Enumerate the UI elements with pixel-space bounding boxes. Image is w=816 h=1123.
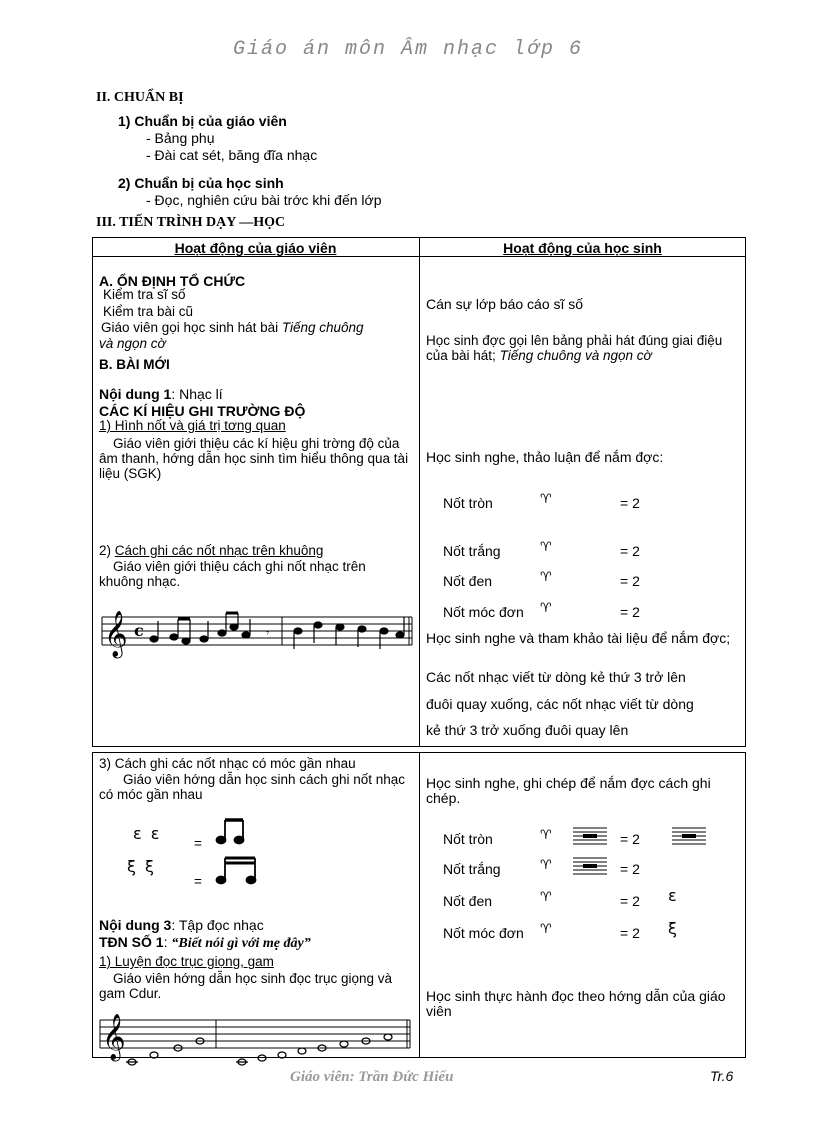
content-1-heading: CÁC KÍ HIỆU GHI TRƯỜNG ĐỘ (99, 403, 306, 419)
tdn-title: TĐN SỐ 1: “Biết nói gì với mẹ đây” (99, 934, 311, 951)
section-3-title: III. TIẾN TRÌNH DẠY —HỌC (96, 215, 286, 230)
music-staff-1 (100, 609, 414, 659)
text-hs-doc: Học sinh đợc gọi lên bảng phải hát đúng giai điệu của bài hát; Tiếng chuông và ngọn cờ (426, 333, 723, 363)
column-header-teacher: Hoạt động của giáo viên (174, 240, 337, 256)
point-2-title: 2) Cách ghi các nốt nhạc trên khuông (99, 543, 324, 558)
note-symbol-icon: ♈ (540, 570, 552, 585)
column-header-student: Hoạt động của học sinh (503, 240, 662, 256)
sixteenth-note-symbol: ξ (668, 919, 677, 938)
note-name: Nốt móc đơn (443, 604, 524, 620)
treble-clef-icon: 𝄞 (102, 1014, 126, 1060)
note-value: = 2 (620, 495, 640, 511)
note-symbol-icon: ♈ (540, 540, 552, 555)
note-value: = 2 (620, 573, 640, 589)
text-song-name-cont: và ngọn cờ (99, 336, 166, 351)
footer-author: Giáo viên: Trần Đức Hiếu (290, 1069, 454, 1085)
point-1-title: 1) Hình nốt và giá trị tơng quan (99, 418, 286, 433)
note-value: = 2 (620, 893, 640, 909)
staff-lines-icon (573, 856, 607, 876)
staff-lines-icon (573, 826, 607, 846)
note-name: Nốt trắng (443, 861, 501, 877)
note-symbol-icon: ♈ (540, 890, 552, 905)
beamed-sixteenth-notes-icon (215, 855, 261, 885)
note-symbol-icon: ♈ (540, 858, 552, 873)
text-hs-ghi: Học sinh nghe, ghi chép để nắm đợc cách ghi chép. (426, 775, 711, 806)
music-staff-2 (98, 1010, 416, 1072)
hs-prep-title: 2) Chuẩn bị của học sinh (118, 175, 284, 191)
column-divider (419, 752, 420, 1058)
text-rule-line: Các nốt nhạc viết từ dòng kẻ thứ 3 trở lên (426, 669, 686, 685)
note-name: Nốt móc đơn (443, 925, 524, 941)
gv-prep-title: 1) Chuẩn bị của giáo viên (118, 113, 287, 129)
equals-sign: = (194, 836, 202, 851)
point-2-desc: Giáo viên giới thiệu cách ghi nốt nhạc trên khuông nhạc. (99, 559, 366, 589)
point-3-title: 3) Cách ghi các nốt nhạc có móc gần nhau (99, 756, 356, 771)
eighth-notes-symbol: ε ε (133, 824, 162, 843)
note-value: = 2 (620, 831, 640, 847)
section-a-title: A. ỔN ĐỊNH TỔ CHỨC (99, 273, 246, 289)
point-3-desc: Giáo viên hớng dẫn học sinh cách ghi nốt nhạc có móc gần nhau (99, 772, 406, 802)
text-rule-line: kẻ thứ 3 trở xuống đuôi quay lên (426, 722, 629, 738)
content-3-label: Nội dung 3: Tập đọc nhạc (99, 917, 264, 933)
equals-sign: = (194, 874, 202, 889)
practice-desc: Giáo viên hớng dẫn học sinh đọc trục giọng và gam Cdur. (99, 971, 393, 1001)
note-symbol-icon: ♈ (540, 828, 552, 843)
point-1-desc: Giáo viên giới thiệu các kí hiệu ghi trờng độ của âm thanh, hớng dẫn học sinh tìm hiểu thông qua tài liệu (SGK) (99, 436, 409, 481)
section-b-title: B. BÀI MỚI (99, 357, 170, 372)
treble-clef-icon: 𝄞 (104, 611, 128, 657)
rest-icon: 𝄾 (266, 626, 270, 640)
text-kiem-bai-cu: Kiểm tra bài cũ (103, 304, 194, 319)
note-name: Nốt đen (443, 573, 493, 589)
common-time-icon: c (134, 621, 144, 640)
sixteenth-notes-symbol: ξ ξ (127, 857, 156, 876)
staff-lines-icon (672, 826, 706, 846)
note-symbol-icon: ♈ (540, 601, 552, 616)
eighth-note-symbol: ε (668, 886, 677, 905)
gv-prep-item: - Bảng phụ (146, 130, 215, 146)
note-value: = 2 (620, 604, 640, 620)
note-name: Nốt tròn (443, 495, 493, 511)
hs-prep-item: - Đọc, nghiên cứu bài trớc khi đến lớp (146, 192, 382, 208)
note-symbol-icon: ♈ (540, 922, 552, 937)
text-gv-goi: Giáo viên gọi học sinh hát bài Tiếng chuông (101, 320, 364, 335)
practice-title: 1) Luyện đọc trục giọng, gam (99, 954, 274, 969)
note-name: Nốt đen (443, 893, 493, 909)
note-value: = 2 (620, 861, 640, 877)
text-hs-nghe: Học sinh nghe, thảo luận để nắm đợc: (426, 449, 664, 465)
scale-notes (126, 1034, 392, 1065)
header-divider (92, 256, 746, 257)
text-tham-khao: Học sinh nghe và tham khảo tài liệu để nắm đợc; (426, 630, 731, 646)
text-kiem-si-so: Kiểm tra sĩ số (103, 287, 186, 302)
column-divider (419, 237, 420, 747)
note-symbol-icon: ♈ (540, 492, 552, 507)
note-value: = 2 (620, 543, 640, 559)
content-1-label: Nội dung 1: Nhạc lí (99, 386, 223, 402)
footer-page-number: Tr.6 (710, 1068, 734, 1084)
note-value: = 2 (620, 925, 640, 941)
note-name: Nốt trắng (443, 543, 501, 559)
text-rule-line: đuôi quay xuống, các nốt nhạc viết từ dòng (426, 696, 694, 712)
beamed-eighth-notes-icon (215, 817, 249, 845)
note-name: Nốt tròn (443, 831, 493, 847)
page-header: Giáo án môn Âm nhạc lớp 6 (232, 38, 584, 61)
text-hs-thuc-hanh: Học sinh thực hành đọc theo hớng dẫn của giáo viên (426, 988, 726, 1019)
gv-prep-item: - Đài cat sét, băng đĩa nhạc (146, 147, 318, 163)
text-si-so-report: Cán sự lớp báo cáo sĩ số (426, 296, 584, 312)
section-2-title: II. CHUẨN BỊ (96, 90, 184, 105)
